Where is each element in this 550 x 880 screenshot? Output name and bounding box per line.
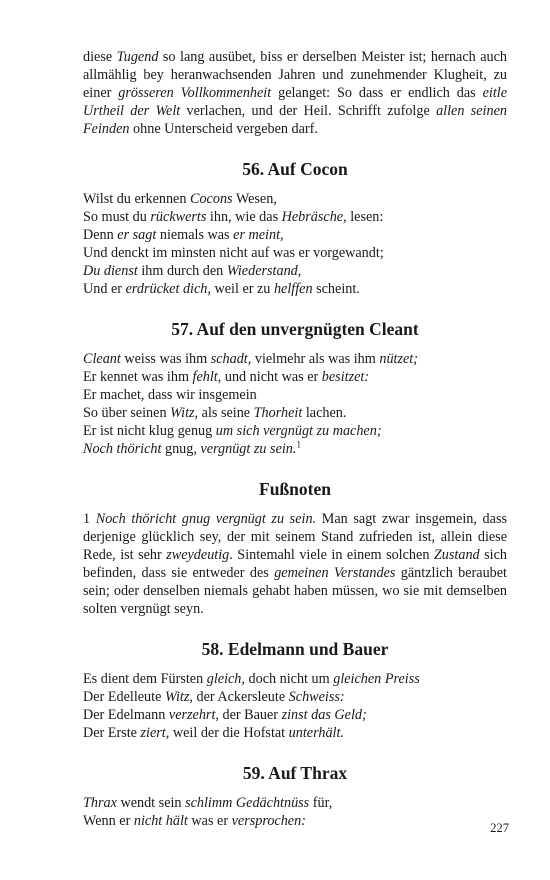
italic-run: Witz, [164,689,193,705]
text-run: ihn, wie das [206,209,282,225]
italic-run: Wiederstand, [226,263,302,279]
text-run: gelanget: So dass er endlich das [271,85,483,101]
text-run: weiss was ihm [120,351,211,367]
italic-run: Noch thöricht [83,441,162,457]
verse-line [83,724,507,742]
section-title-59: 59. Auf Thrax [242,763,348,783]
footnote-marker: 1 [296,439,301,450]
verse-line [83,280,507,298]
verse-line [83,226,507,244]
verse-line [83,350,507,368]
text-run: der Ackersleute [192,689,289,705]
text-run: niemals was [156,227,234,243]
verse-line [83,422,507,440]
text-run: 1 [83,511,96,527]
verse-line [83,670,507,688]
verse-line [83,794,507,812]
text-run: ihm durch den [137,263,227,279]
text-run: Wilst du erkennen [83,191,190,207]
intro-paragraph [83,48,507,138]
text-run: verlachen, und der Heil. Schrifft zufolge [180,103,437,119]
text-run: gäntzlich beraubet sein; oder denselben niemals gehabt haben müssen, wo sie mit demselben solten vergnügt seyn. [83,565,508,617]
verse-line [83,688,507,706]
verse-line [83,190,507,208]
italic-run: um sich vergnügt zu machen; [215,423,382,439]
text-run: gnug, [161,441,201,457]
italic-run: ziert, [140,725,170,741]
poem-57 [83,350,507,458]
italic-run: Thorheit [253,405,303,421]
italic-run: versprochen: [231,813,306,829]
text-run: scheint. [312,281,360,297]
verse-line [83,386,507,404]
text-run: lachen. [302,405,347,421]
italic-run: zinst das Geld; [281,707,367,723]
text-run: weil er zu [210,281,274,297]
text-run: Wenn er [83,813,134,829]
verse-line [83,208,507,226]
text-run: Er machet, dass wir insgemein [83,387,257,403]
italic-run: vergnügt zu sein. [200,441,297,457]
italic-run: besitzet: [321,369,370,385]
footnotes-title: Fußnoten [259,479,331,499]
text-run: doch nicht um [244,671,334,687]
text-run: vielmehr als was ihm [251,351,380,367]
text-run: Es dient dem Fürsten [83,671,207,687]
italic-run: Zustand [433,547,480,563]
italic-run: Cleant [83,351,121,367]
text-run: ohne Unterscheid vergeben darf. [129,121,318,137]
page-number: 227 [490,821,509,835]
italic-run: rückwerts [150,209,207,225]
text-run: Er ist nicht klug genug [83,423,216,439]
italic-run: erdrücket dich, [125,281,211,297]
text-run: der Bauer [218,707,282,723]
verse-line [83,440,507,458]
text-run: Und er [83,281,126,297]
italic-run: verzehrt, [168,707,219,723]
section-title-56: 56. Auf Cocon [242,159,348,179]
italic-run: gemeinen Verstandes [274,565,396,581]
section-title-57: 57. Auf den unvergnügten Cleant [171,319,419,339]
verse-line [83,812,507,830]
text-run: Und denckt im minsten nicht auf was er vorgewandt; [83,245,384,261]
text-run: Der Erste [83,725,141,741]
text-run: was er [187,813,232,829]
text-run: Man sagt zwar insgemein, dass derjenige glücklich sey, der mit seinem Stand zufrieden ist, allein diese Rede, ist sehr [83,511,507,563]
italic-run: Du dienst [83,263,138,279]
italic-run: Hebräsche, [281,209,347,225]
italic-run: nützet; [379,351,418,367]
text-run: Der Edelleute [83,689,165,705]
italic-run: eitle Urtheil der Welt [83,85,507,119]
italic-run: Witz, [170,405,199,421]
italic-run: gleichen Preiss [333,671,420,687]
italic-run: er sagt [117,227,157,243]
italic-run: Cocons [190,191,233,207]
verse-line [83,706,507,724]
italic-run: Thrax [83,795,117,811]
text-run: So must du [83,209,151,225]
text-run: . Sintemahl viele in einem solchen [229,547,434,563]
footnote-text [83,510,507,618]
text-run: lesen: [346,209,384,225]
verse-line [83,244,507,262]
text-run: für, [309,795,333,811]
page-content [83,48,507,830]
verse-line [83,262,507,280]
verse-line [83,368,507,386]
italic-run: Schweiss: [288,689,345,705]
italic-run: helffen [273,281,313,297]
italic-run: unterhält. [288,725,344,741]
italic-run: allen seinen Feinden [83,103,507,137]
text-run: So über seinen [83,405,171,421]
text-run: und nicht was er [221,369,322,385]
text-run: Denn [83,227,118,243]
italic-run: Noch thöricht gnug vergnügt zu sein. [95,511,317,527]
italic-run: schadt, [210,351,252,367]
text-run: sich befinden, dass sie entweder des [83,547,507,581]
section-title-58: 58. Edelmann und Bauer [201,639,389,659]
text-run: Der Edelmann [83,707,169,723]
italic-run: Tugend [116,49,159,65]
italic-run: nicht hält [133,813,188,829]
italic-run: fehlt, [192,369,222,385]
italic-run: grösseren Vollkommenheit [118,85,272,101]
poem-56 [83,190,507,298]
poem-59 [83,794,507,830]
text-run: als seine [198,405,254,421]
italic-run: zweydeutig [166,547,230,563]
text-run: so lang ausübet, biss er derselben Meister ist; hernach auch allmählig bey heranwachsenden Jahren und zunehmender Klugheit, zu einer [83,49,508,101]
text-run: Er kennet was ihm [83,369,193,385]
text-run: wendt sein [116,795,186,811]
verse-line [83,404,507,422]
italic-run: schlimm Gedächtnüss [185,795,310,811]
poem-58 [83,670,507,742]
text-run: Wesen, [232,191,277,207]
text-run: diese [83,49,117,65]
italic-run: er meint, [233,227,284,243]
italic-run: gleich, [206,671,245,687]
text-run: weil der die Hofstat [169,725,289,741]
